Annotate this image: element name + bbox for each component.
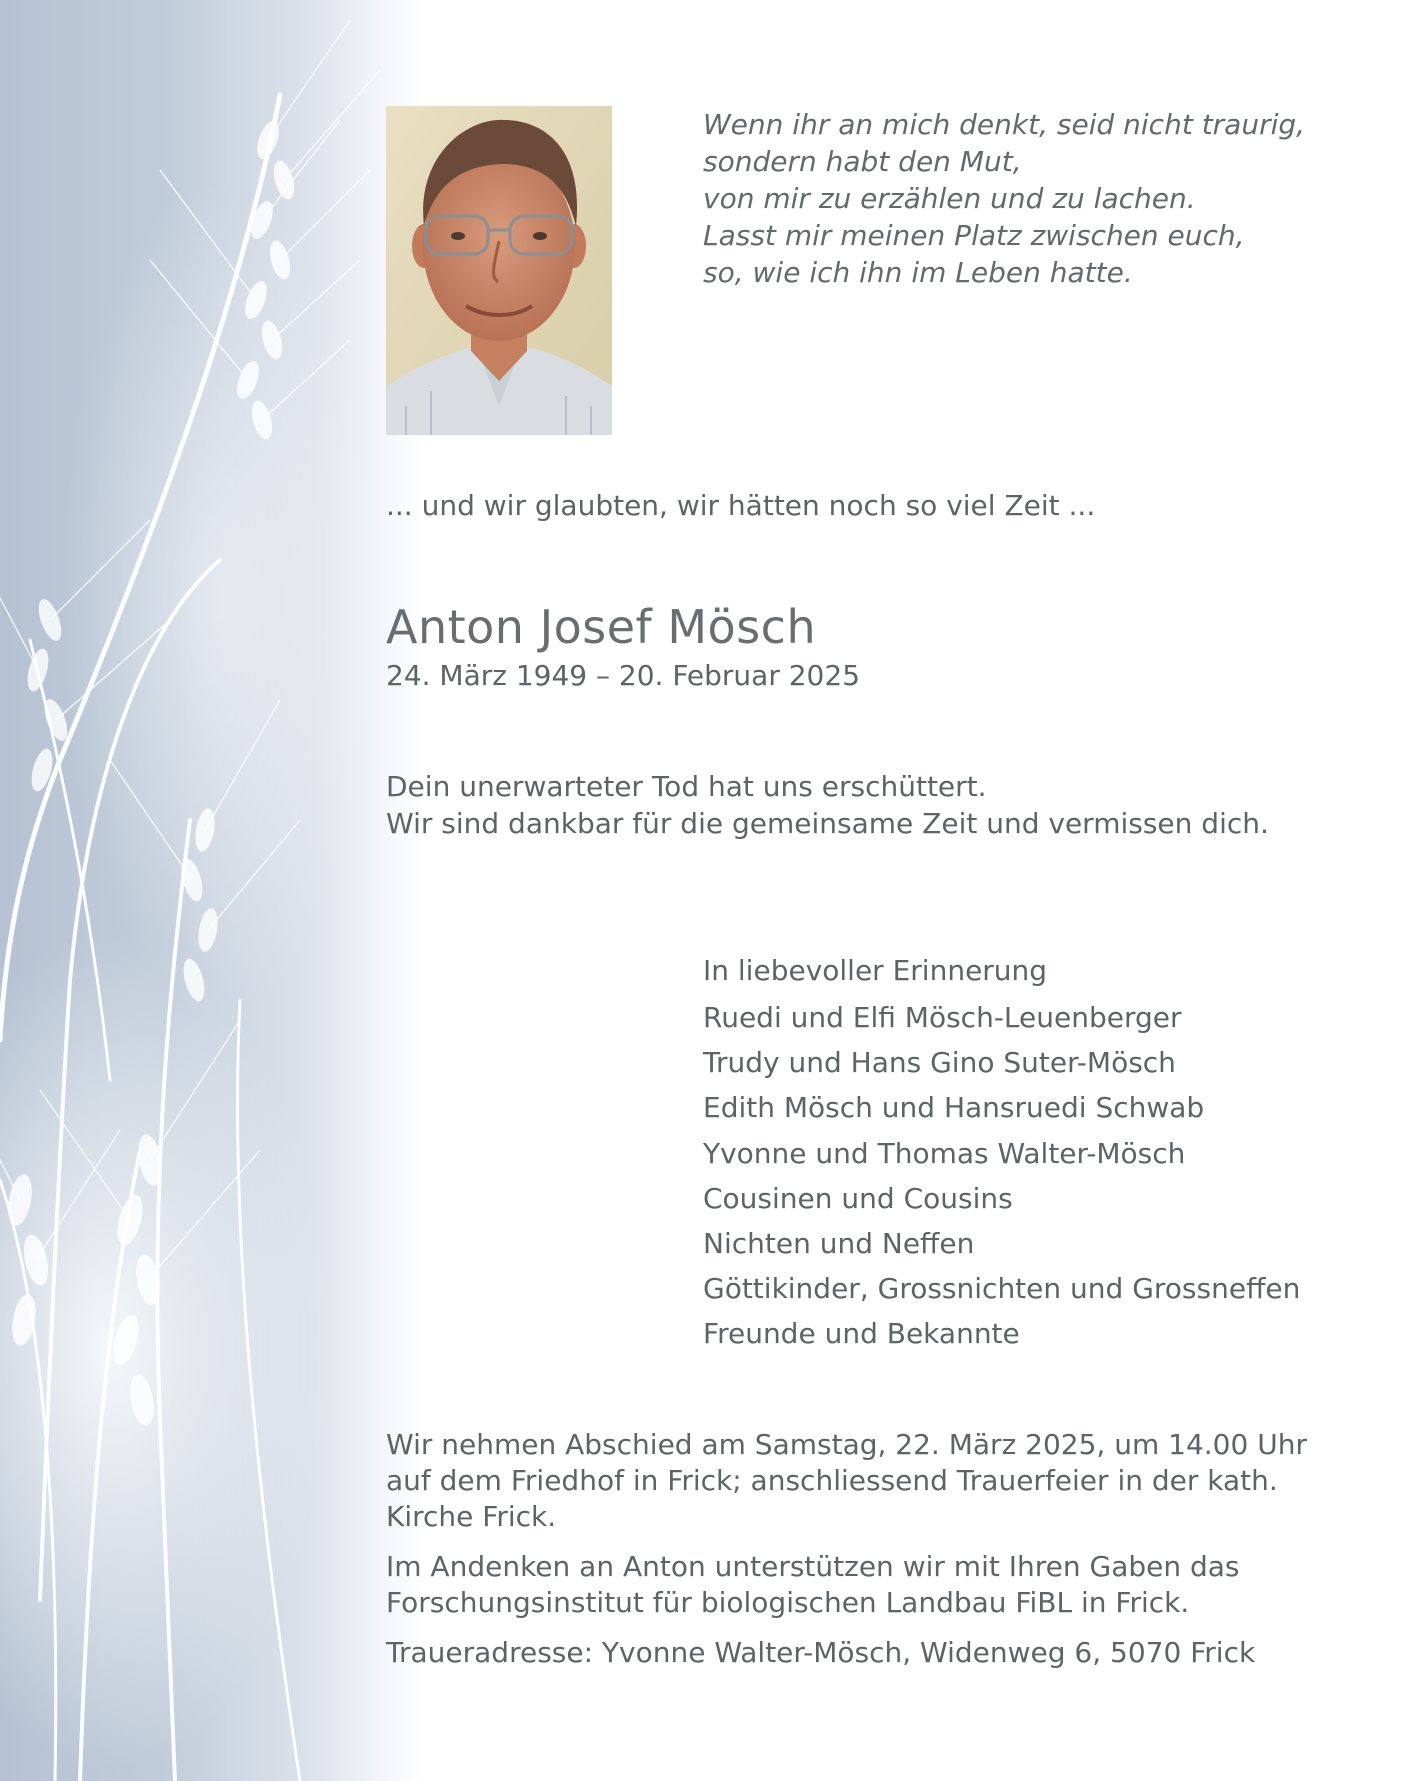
farewell-paragraph: [386, 1427, 1346, 1535]
poem: [703, 106, 1363, 291]
farewell-line: Kirche Frick.: [386, 1500, 557, 1533]
farewell-line: Wir nehmen Abschied am Samstag, 22. März 2025, um 14.00 Uhr: [386, 1428, 1307, 1461]
mourner-name: Ruedi und Elfi Mösch-Leuenberger: [703, 1001, 1182, 1034]
tagline: ... und wir glaubten, wir hätten noch so viel Zeit ...: [386, 489, 1096, 522]
mourner-name: Göttikinder, Grossnichten und Grossneffen: [703, 1272, 1301, 1306]
farewell-line: auf dem Friedhof in Frick; anschliessend Trauerfeier in der kath.: [386, 1464, 1278, 1497]
deceased-name: Anton Josef Mösch: [386, 600, 817, 654]
mourner-name: Nichten und Neffen: [703, 1226, 975, 1260]
life-dates: 24. März 1949 – 20. Februar 2025: [386, 659, 861, 692]
donation-line: Im Andenken an Anton unterstützen wir mit Ihren Gaben das: [386, 1550, 1240, 1583]
message-line: Wir sind dankbar für die gemeinsame Zeit und vermissen dich.: [386, 807, 1269, 840]
poem-line: Wenn ihr an mich denkt, seid nicht traurig,: [703, 108, 1306, 141]
mourner-name: Cousinen und Cousins: [703, 1181, 1013, 1215]
poem-line: Lasst mir meinen Platz zwischen euch,: [703, 219, 1245, 252]
mourner-name: Yvonne und Thomas Walter-Mösch: [703, 1136, 1186, 1170]
mourner-name: Freunde und Bekannte: [703, 1317, 1020, 1351]
message-line: Dein unerwarteter Tod hat uns erschüttert.: [386, 770, 987, 803]
funeral-notice: [386, 1427, 1346, 1685]
poem-line: von mir zu erzählen und zu lachen.: [703, 182, 1196, 215]
donation-paragraph: [386, 1549, 1346, 1621]
mourners-list: [703, 952, 1300, 1361]
mourner-name: Edith Mösch und Hansruedi Schwab: [703, 1091, 1205, 1125]
condolence-message: [386, 768, 1269, 842]
mourning-address: Traueradresse: Yvonne Walter-Mösch, Widenweg 6, 5070 Frick: [386, 1636, 1256, 1669]
mourner-name: Trudy und Hans Gino Suter-Mösch: [703, 1046, 1176, 1080]
mourners-intro: In liebevoller Erinnerung: [703, 954, 1048, 987]
donation-line: Forschungsinstitut für biologischen Landbau FiBL in Frick.: [386, 1586, 1190, 1619]
poem-line: sondern habt den Mut,: [703, 145, 1022, 178]
poem-line: so, wie ich ihn im Leben hatte.: [703, 256, 1133, 289]
portrait-photo: [386, 106, 612, 435]
portrait-image: [386, 106, 612, 435]
